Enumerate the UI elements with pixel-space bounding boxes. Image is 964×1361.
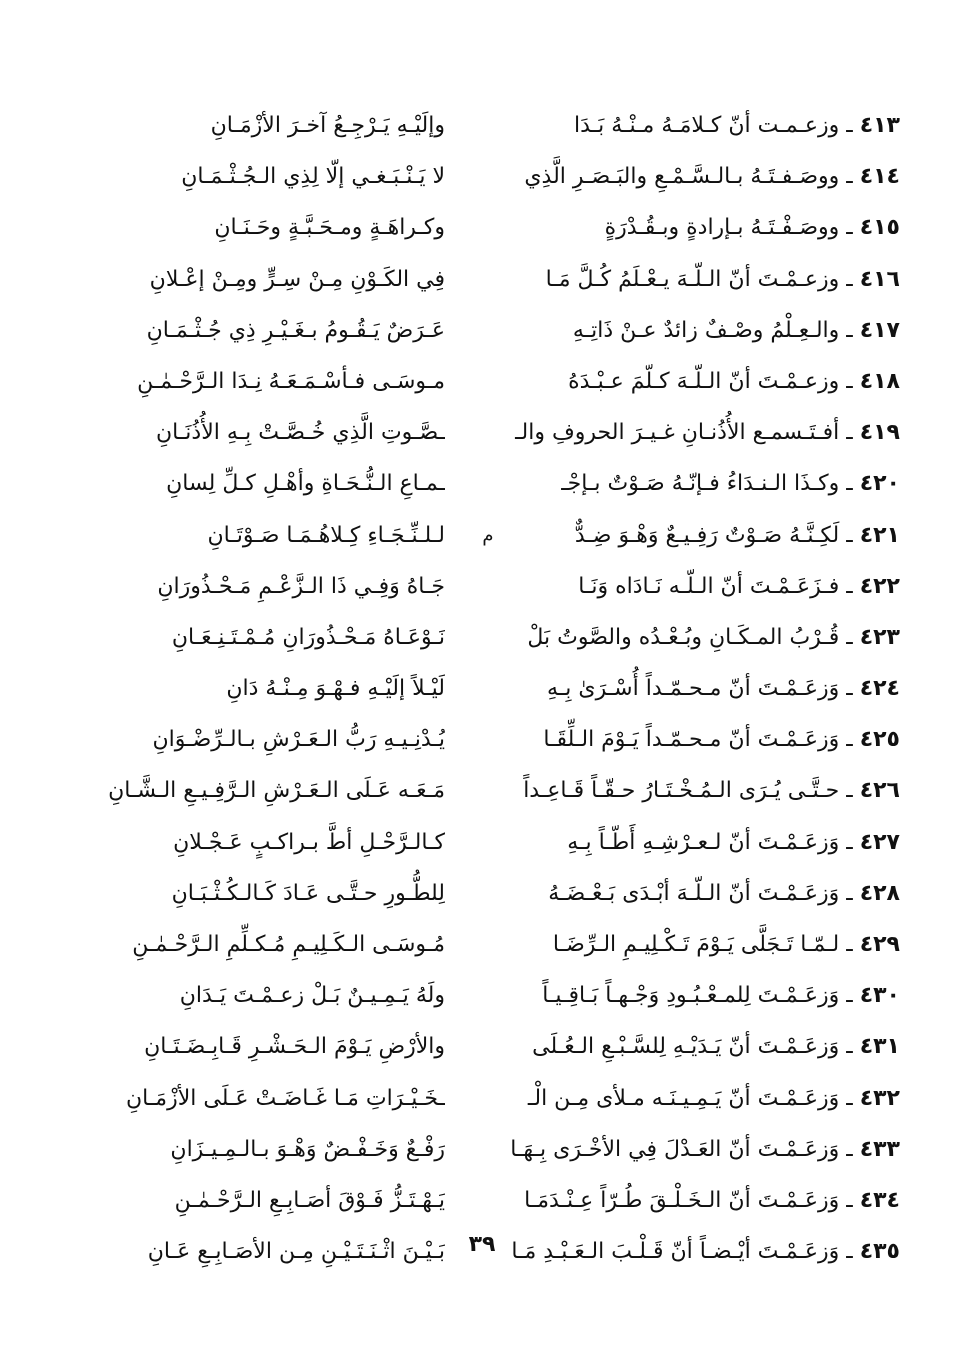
verse-separator: ـ bbox=[839, 983, 860, 1009]
verse-line bbox=[60, 1175, 900, 1226]
verse-separator: ـ bbox=[839, 1085, 860, 1111]
verse-number: ٤٣٥ bbox=[859, 1239, 900, 1265]
verse-second-hemistich: جَـاهُ وَفِـي ذَا الـزَّعْـمِ مَـحْـذُورَانِ bbox=[157, 573, 445, 599]
verse-line bbox=[60, 254, 900, 305]
verse-first-text: وزعـمـت أنّ كـلامَـهُ مـنْـهُ بَـدَا bbox=[574, 113, 840, 138]
verse-second-hemistich: يُـدْنِـيـهِ رَبُّ الـعَـرْشِ بـالـرِّضْـوَانِ bbox=[152, 727, 445, 753]
verse-separator: ـ bbox=[839, 1136, 860, 1162]
verse-number: ٤٣٢ bbox=[859, 1085, 900, 1111]
verse-line bbox=[60, 714, 900, 765]
verse-first-hemistich bbox=[505, 100, 900, 151]
verse-line bbox=[60, 1073, 900, 1124]
verse-number: ٤٢٨ bbox=[859, 880, 900, 906]
verse-first-text: وَزعَـمْـتَ أنّ يَـمِـيـنَـه مـلأى مِـن الْـ bbox=[527, 1085, 840, 1111]
verse-first-text: وزعـمْـتَ أنّ الـلّـهَ يـعْـلَمُ كُـلَّ مَـا bbox=[545, 266, 840, 292]
verse-separator: ـ bbox=[839, 522, 860, 548]
verse-first-text: وَزعَـمْـتَ أنّ الـلّـهَ أبْـدَى بَـعْـضَـهُ bbox=[548, 880, 840, 906]
verse-separator: ـ bbox=[839, 317, 860, 343]
verse-separator: ـ bbox=[839, 164, 860, 190]
verse-second-hemistich: عَـرَضٌ يَـقُـومُ بـغَـيْـرِ ذِي جُـثْـمَـانِ bbox=[146, 317, 445, 343]
verse-first-hemistich bbox=[505, 970, 900, 1021]
verse-separator: ـ bbox=[839, 215, 860, 241]
verse-number: ٤١٦ bbox=[859, 266, 900, 292]
verse-number: ٤٣٣ bbox=[859, 1136, 900, 1162]
verse-first-text: وَزعَـمْـتَ أنّ مـحـمّـداً يَـوْمَ الـلِّقَـا bbox=[543, 727, 840, 753]
verse-first-text: حـتَّـى يُـرَى الـمُـخْـتَـارُ حـقّـاً قَـاعِـداً bbox=[523, 778, 840, 804]
verse-first-hemistich bbox=[505, 407, 900, 458]
verse-first-hemistich bbox=[505, 458, 900, 509]
verse-line bbox=[60, 561, 900, 612]
verse-first-hemistich bbox=[505, 305, 900, 356]
verse-second-hemistich: كـالـرَّحْـلِ أطَّ بـراكـبٍ عَـجْـلانِ bbox=[173, 829, 445, 855]
verse-line bbox=[60, 510, 900, 561]
verse-line bbox=[60, 970, 900, 1021]
verse-second-hemistich: والأرْضِ يَـوْمَ الـحَـشْـرِ قَـابِـضَـتَـانِ bbox=[144, 1034, 445, 1060]
page-number: ٣٩ bbox=[468, 1232, 496, 1257]
verse-second-hemistich: ـخَـيْـرَاتِ مَـا غَـاضَـتْ عَـلَى الأزْمَـانِ bbox=[126, 1085, 445, 1111]
verse-first-text: وَزعَـمْـتَ أنّ مـحـمّـداً أُسْـرَىٰ بِـهِ bbox=[547, 676, 840, 702]
verse-number: ٤٣١ bbox=[859, 1034, 900, 1060]
verse-first-hemistich bbox=[505, 714, 900, 765]
verse-separator: ـ bbox=[839, 1187, 860, 1213]
verse-first-hemistich bbox=[505, 868, 900, 919]
verse-separator: ـ bbox=[839, 266, 860, 292]
verse-line bbox=[60, 407, 900, 458]
verse-line bbox=[60, 458, 900, 509]
verse-separator: ـ bbox=[839, 420, 860, 446]
verse-first-text: وَزعَـمْـتَ أنّ الـخَـلْـقَ طُـرّاً عِـنْـدَمَـا bbox=[524, 1187, 840, 1213]
verse-separator: ـ bbox=[839, 676, 860, 702]
verse-number: ٤٢٠ bbox=[859, 471, 900, 497]
verse-line bbox=[60, 919, 900, 970]
verse-number: ٤٢١ bbox=[859, 522, 900, 548]
verse-separator: ـ bbox=[839, 113, 860, 138]
verse-first-hemistich bbox=[505, 510, 900, 561]
verse-number: ٤١٣ bbox=[859, 113, 900, 138]
verse-number: ٤٢٩ bbox=[859, 932, 900, 957]
verse-first-hemistich bbox=[505, 151, 900, 202]
verse-first-text: لَكِـنَّـهُ صَـوْتٌ رَفِـيـعٌ وَهْـوَ ضِـدٌّ bbox=[574, 522, 840, 548]
verse-number: ٤٢٤ bbox=[859, 676, 900, 702]
verse-number: ٤٣٠ bbox=[859, 983, 900, 1009]
verse-number: ٤١٩ bbox=[859, 420, 900, 446]
verse-first-text: وَزعَـمْـتَ أنّ يَـدَيْـهِ لِلسَّـبْـعِ الـعُـلَى bbox=[532, 1034, 840, 1060]
verse-first-hemistich bbox=[505, 254, 900, 305]
verse-first-text: وَزعَـمْـتَ أيْـضـاً أنّ قَـلْـبَ الـعَـبْـدِ مَـا bbox=[511, 1239, 840, 1265]
verse-first-text: وَزعَـمْـتَ أنّ لـعـرْشِـهِ أَطّـاً بِـهِ bbox=[567, 829, 840, 855]
verse-line bbox=[60, 151, 900, 202]
verse-first-hemistich bbox=[505, 765, 900, 816]
verse-line bbox=[60, 817, 900, 868]
verse-second-hemistich: وإلَيْـهِ يَـرْجِـعُ آخـرَ الأزْمَـانِ bbox=[210, 113, 445, 138]
verse-second-hemistich: ولَهُ يَـمِـيـنٌ بَـلْ زعـمْـتَ يَـدَانِ bbox=[179, 983, 445, 1009]
verse-first-hemistich bbox=[505, 663, 900, 714]
verse-separator: ـ bbox=[839, 932, 860, 957]
verse-line bbox=[60, 765, 900, 816]
verse-first-text: ووصَـفْـتَـهُ بـإرادةٍ وبـقُـدْرَةٍ bbox=[604, 215, 840, 241]
verse-second-hemistich: لا يَـنْـبَـغـي إلّا لِذِي الـجُـثْـمَـانِ bbox=[181, 164, 445, 190]
verse-first-text: قُـرْبُ المـكَـانِ وبُـعْـدُه والصَّوتُ بَلْ bbox=[527, 624, 840, 650]
verse-line bbox=[60, 1021, 900, 1072]
verse-number: ٤١٧ bbox=[859, 317, 900, 343]
verse-number: ٤٢٢ bbox=[859, 573, 900, 599]
verse-second-hemistich: لِلطُّـورِ حـتَّـى عَـادَ كَـالـكُـثْـبَـانِ bbox=[171, 880, 445, 906]
verse-line bbox=[60, 663, 900, 714]
verse-first-text: أفـتَـسمـع الأُذُنـانِ غـيـرَ الحروفِ والـ bbox=[515, 420, 840, 446]
verse-first-hemistich bbox=[505, 1124, 900, 1175]
verse-number: ٤٢٣ bbox=[859, 624, 900, 650]
verse-separator: ـ bbox=[839, 471, 860, 497]
verse-second-hemistich: مَـعَـه عَـلَى الـعَـرْشِ الـرَّفِـيـعِ الـشَّـانِ bbox=[108, 778, 445, 804]
verse-first-hemistich bbox=[505, 1175, 900, 1226]
verse-second-hemistich: مـوسَـى فـأسْـمَـعَـهُ نِـدَا الـرَّحْـمٰـنِ bbox=[137, 368, 445, 394]
verse-separator: ـ bbox=[839, 1239, 860, 1265]
verse-marker: م bbox=[482, 524, 494, 546]
verse-separator: ـ bbox=[839, 573, 860, 599]
verse-first-hemistich bbox=[505, 612, 900, 663]
verse-number: ٤١٥ bbox=[859, 215, 900, 241]
verse-first-hemistich bbox=[505, 202, 900, 253]
verse-separator: ـ bbox=[839, 624, 860, 650]
verse-line bbox=[60, 1124, 900, 1175]
verse-first-text: ووصَـفـتَـهُ بـالـسَّـمْـعِ والبَـصَـرِ الَّذِي bbox=[524, 164, 840, 190]
verse-first-text: وكـذَا الـنـدَاءُ فـإنّـهُ صَـوْتٌ بـإجْـ bbox=[561, 471, 840, 497]
verse-separator: ـ bbox=[839, 1034, 860, 1060]
verse-first-text: والـعِـلْمُ وصْـفٌ زائدٌ عـنْ ذَاتِـهِ bbox=[572, 317, 840, 343]
verse-line bbox=[60, 202, 900, 253]
verse-second-hemistich: لَيْـلاً إلَيْـهِ فـهْـوَ مِـنْـهُ دَانِ bbox=[226, 676, 445, 702]
verse-number: ٤٣٤ bbox=[859, 1187, 900, 1213]
verse-second-hemistich: وكـراهَـةٍ ومـحَـبَّـةٍ وحَـنَـانِ bbox=[214, 215, 445, 241]
verse-number: ٤٢٧ bbox=[859, 829, 900, 855]
verse-second-hemistich: فِي الكَـوْنِ مِـنْ سِـرٍّ ومِـنْ إعْـلانِ bbox=[149, 266, 445, 292]
verse-first-hemistich bbox=[505, 356, 900, 407]
verse-second-hemistich: نَـوْعَـاهُ مَـحْـذُورَانِ مُـمْـتَـنِـعَـانِ bbox=[171, 624, 445, 650]
verse-line bbox=[60, 100, 900, 151]
verse-line bbox=[60, 868, 900, 919]
verse-second-hemistich: رَفْـعٌ وَخَـفْـضٌ وَهْـوَ بـالـمِـيـزَانِ bbox=[170, 1136, 445, 1162]
verse-first-text: وَزعَـمْـتَ أنّ العَـدْلَ فِي الأخْـرَى بِـهَـا bbox=[510, 1136, 840, 1162]
verse-separator: ـ bbox=[839, 778, 860, 804]
verse-line bbox=[60, 305, 900, 356]
verse-second-hemistich: يَـهْـتَـزُّ فَـوْقَ أصَـابِـعِ الـرَّحْـمٰـنِ bbox=[174, 1187, 445, 1213]
verse-number: ٤٢٦ bbox=[859, 778, 900, 804]
verse-first-hemistich bbox=[505, 1073, 900, 1124]
verse-separator: ـ bbox=[839, 880, 860, 906]
verse-second-hemistich: ـصَّـوتِ الَّذِي خُـصَّـتْ بِـهِ الأُذُنَـانِ bbox=[155, 420, 445, 446]
verse-separator: ـ bbox=[839, 368, 860, 394]
verse-number: ٤١٨ bbox=[859, 368, 900, 394]
verse-separator: ـ bbox=[839, 829, 860, 855]
verse-second-hemistich: بَـيْـنَ اثْـنَـتَـيْـنِ مِـن الأصَـابِـعِ عَـانِ bbox=[147, 1239, 445, 1265]
verse-separator: ـ bbox=[839, 727, 860, 753]
verse-first-text: وَزعَـمْـتَ لِلمـعْـبُـودِ وَجْـهـاً بَـاقِـيـاً bbox=[542, 983, 840, 1009]
verse-first-hemistich bbox=[505, 919, 900, 970]
verse-first-text: وزعـمْـتَ أنّ الـلّـهَ كـلّمَ عـبْـدَهُ bbox=[568, 368, 840, 394]
verse-second-hemistich: لـلـنِّـجَـاءِ كِـلاهُـمَـا صَـوْتَـانِ bbox=[207, 522, 445, 548]
verse-line bbox=[60, 356, 900, 407]
verse-second-hemistich: ـمـاعِ الـنُّـحَـاةِ وأهْـلِ كـلِّ لِسانِ bbox=[166, 471, 445, 497]
verse-number: ٤٢٥ bbox=[859, 727, 900, 753]
verse-first-text: فـزَعَـمْـتَ أنّ الـلّـه نَـادَاه وَنَـا bbox=[578, 573, 840, 599]
verse-list bbox=[60, 100, 900, 1277]
verse-first-text: لـمّـا تَـجَلَّى يَـوْمَ تَـكْـلِيـمِ الـرِّضَـا bbox=[552, 932, 840, 957]
verse-first-hemistich bbox=[505, 1021, 900, 1072]
verse-second-hemistich: مُـوسَـى الـكَـلِيـمِ مُـكـلِّمِ الـرَّحْـمٰـنِ bbox=[132, 932, 445, 957]
verse-first-hemistich bbox=[505, 817, 900, 868]
verse-line bbox=[60, 612, 900, 663]
verse-first-hemistich bbox=[505, 561, 900, 612]
verse-number: ٤١٤ bbox=[859, 164, 900, 190]
